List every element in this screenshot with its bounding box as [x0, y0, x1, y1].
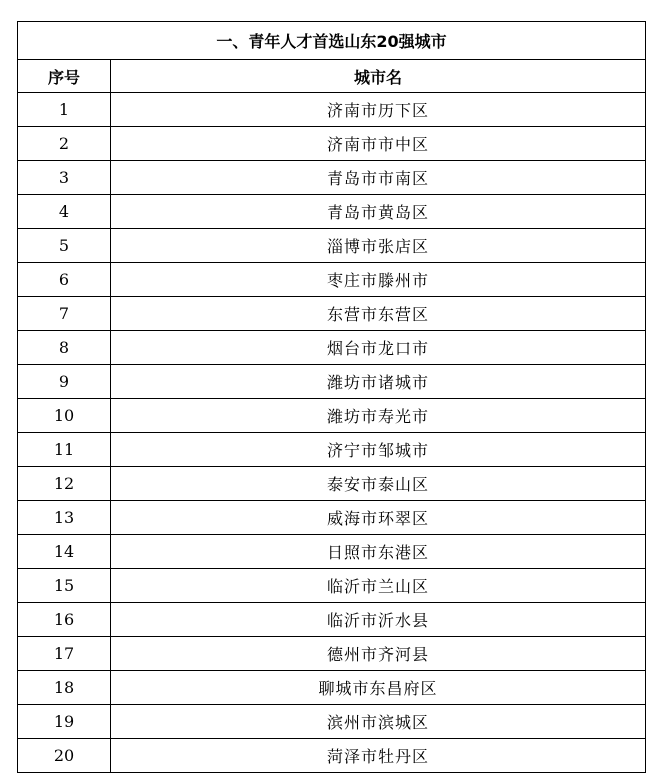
- row-number: 11: [18, 433, 111, 467]
- city-name: 烟台市龙口市: [111, 331, 646, 365]
- table-row: [18, 229, 646, 263]
- city-name: 济南市历下区: [111, 93, 646, 127]
- row-number: 7: [18, 297, 111, 331]
- table-row: [18, 637, 646, 671]
- table-row: [18, 195, 646, 229]
- city-name: 济南市市中区: [111, 127, 646, 161]
- table-row: [18, 671, 646, 705]
- row-number: 13: [18, 501, 111, 535]
- table-title: 一、青年人才首选山东20强城市: [18, 22, 646, 60]
- table-row: [18, 297, 646, 331]
- row-number: 14: [18, 535, 111, 569]
- city-name: 临沂市沂水县: [111, 603, 646, 637]
- row-number: 9: [18, 365, 111, 399]
- table-row: [18, 501, 646, 535]
- row-number: 12: [18, 467, 111, 501]
- row-number: 1: [18, 93, 111, 127]
- header-no: 序号: [18, 60, 111, 93]
- city-name: 淄博市张店区: [111, 229, 646, 263]
- ranking-table: [17, 21, 646, 773]
- city-name: 聊城市东昌府区: [111, 671, 646, 705]
- city-name: 潍坊市诸城市: [111, 365, 646, 399]
- city-name: 济宁市邹城市: [111, 433, 646, 467]
- table-header-row: [18, 60, 646, 93]
- city-name: 泰安市泰山区: [111, 467, 646, 501]
- row-number: 16: [18, 603, 111, 637]
- city-name: 枣庄市滕州市: [111, 263, 646, 297]
- row-number: 17: [18, 637, 111, 671]
- table-row: [18, 263, 646, 297]
- row-number: 15: [18, 569, 111, 603]
- row-number: 5: [18, 229, 111, 263]
- city-name: 日照市东港区: [111, 535, 646, 569]
- table-row: [18, 433, 646, 467]
- city-name: 青岛市市南区: [111, 161, 646, 195]
- table-row: [18, 603, 646, 637]
- table-row: [18, 467, 646, 501]
- row-number: 19: [18, 705, 111, 739]
- table-row: [18, 161, 646, 195]
- city-name: 青岛市黄岛区: [111, 195, 646, 229]
- row-number: 2: [18, 127, 111, 161]
- row-number: 3: [18, 161, 111, 195]
- city-name: 滨州市滨城区: [111, 705, 646, 739]
- table-row: [18, 569, 646, 603]
- table-row: [18, 127, 646, 161]
- city-name: 德州市齐河县: [111, 637, 646, 671]
- row-number: 20: [18, 739, 111, 773]
- header-city-name: 城市名: [111, 60, 646, 93]
- row-number: 10: [18, 399, 111, 433]
- table-body: [18, 93, 646, 773]
- table-title-row: [18, 22, 646, 60]
- city-name: 潍坊市寿光市: [111, 399, 646, 433]
- table-row: [18, 331, 646, 365]
- row-number: 18: [18, 671, 111, 705]
- city-name: 临沂市兰山区: [111, 569, 646, 603]
- table-row: [18, 705, 646, 739]
- ranking-table-container: [17, 21, 645, 773]
- row-number: 6: [18, 263, 111, 297]
- row-number: 4: [18, 195, 111, 229]
- city-name: 菏泽市牡丹区: [111, 739, 646, 773]
- table-row: [18, 365, 646, 399]
- city-name: 东营市东营区: [111, 297, 646, 331]
- row-number: 8: [18, 331, 111, 365]
- table-row: [18, 399, 646, 433]
- city-name: 威海市环翠区: [111, 501, 646, 535]
- table-row: [18, 93, 646, 127]
- table-row: [18, 739, 646, 773]
- table-row: [18, 535, 646, 569]
